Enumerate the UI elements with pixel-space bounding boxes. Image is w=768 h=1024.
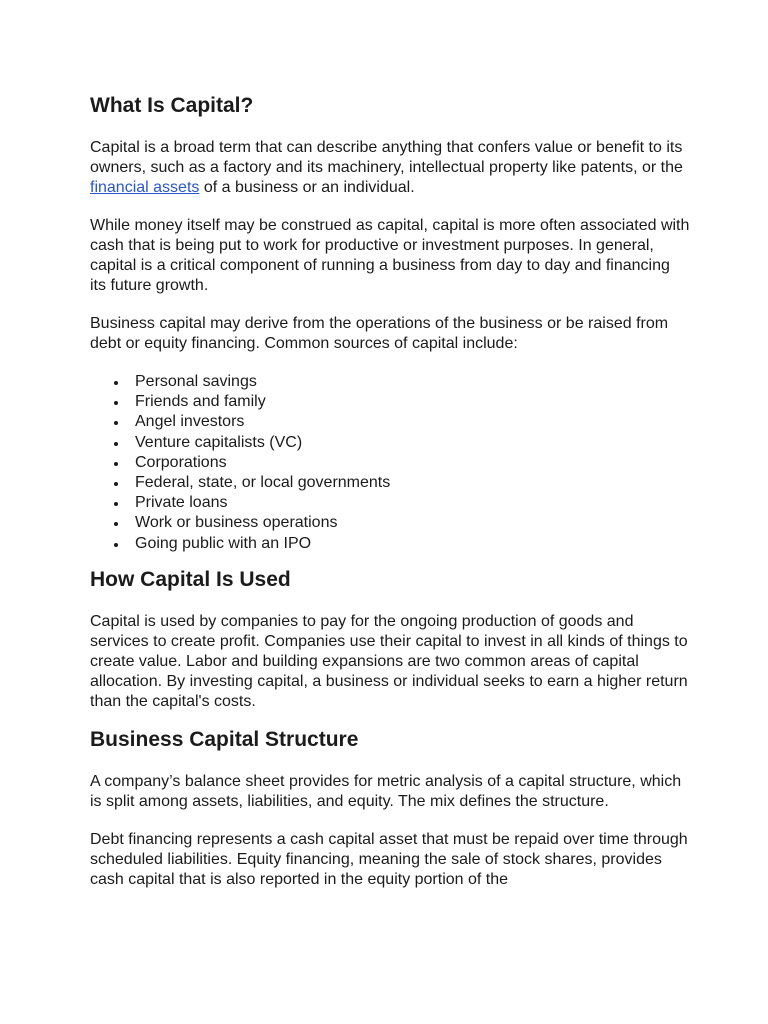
paragraph-money-as-capital: While money itself may be construed as capital, capital is more often associated with cash that is being put to work for productive or investment purposes. In general, capital is a critical component of running a business from day to day and financing its future growth.	[90, 217, 690, 294]
list-item: Personal savings	[90, 372, 690, 392]
list-item: Going public with an IPO	[90, 534, 690, 554]
paragraph-capital-use: Capital is used by companies to pay for the ongoing production of goods and services to create profit. Companies use their capital to invest in all kinds of things to create value. Labor and building expansions are two common areas of capital allocation. By investing capital, a business or individual seeks to earn a higher return than the capital's costs.	[90, 612, 688, 710]
paragraph-text: of a business or an individual.	[199, 179, 415, 196]
article	[90, 92, 690, 890]
list-item: Work or business operations	[90, 513, 690, 533]
heading-what-is-capital: What Is Capital?	[90, 94, 254, 117]
paragraph-definition	[90, 138, 690, 198]
list-item: Friends and family	[90, 392, 690, 412]
heading-how-capital-is-used: How Capital Is Used	[90, 567, 291, 591]
paragraph-debt-equity-financing: Debt financing represents a cash capital asset that must be repaid over time through scheduled liabilities. Equity financing, meaning the sale of stock shares, provides cash capital that is also reported in the equity portion of the	[90, 830, 688, 888]
list-item: Private loans	[90, 493, 690, 513]
list-item: Corporations	[90, 453, 690, 473]
paragraph-sources-intro: Business capital may derive from the operations of the business or be raised from debt or equity financing. Common sources of capital include:	[90, 315, 669, 352]
heading-business-capital-structure: Business Capital Structure	[90, 727, 359, 751]
list-item: Federal, state, or local governments	[90, 473, 690, 493]
list-item: Angel investors	[90, 412, 690, 432]
capital-sources-list	[90, 372, 690, 554]
list-item: Venture capitalists (VC)	[90, 433, 690, 453]
financial-assets-link[interactable]: financial assets	[90, 179, 200, 196]
paragraph-balance-sheet: A company’s balance sheet provides for metric analysis of a capital structure, which is split among assets, liabilities, and equity. The mix defines the structure.	[90, 772, 682, 810]
paragraph-text: Capital is a broad term that can describe anything that confers value or benefit to its owners, such as a factory and its machinery, intellectual property like patents, or the	[90, 139, 683, 176]
